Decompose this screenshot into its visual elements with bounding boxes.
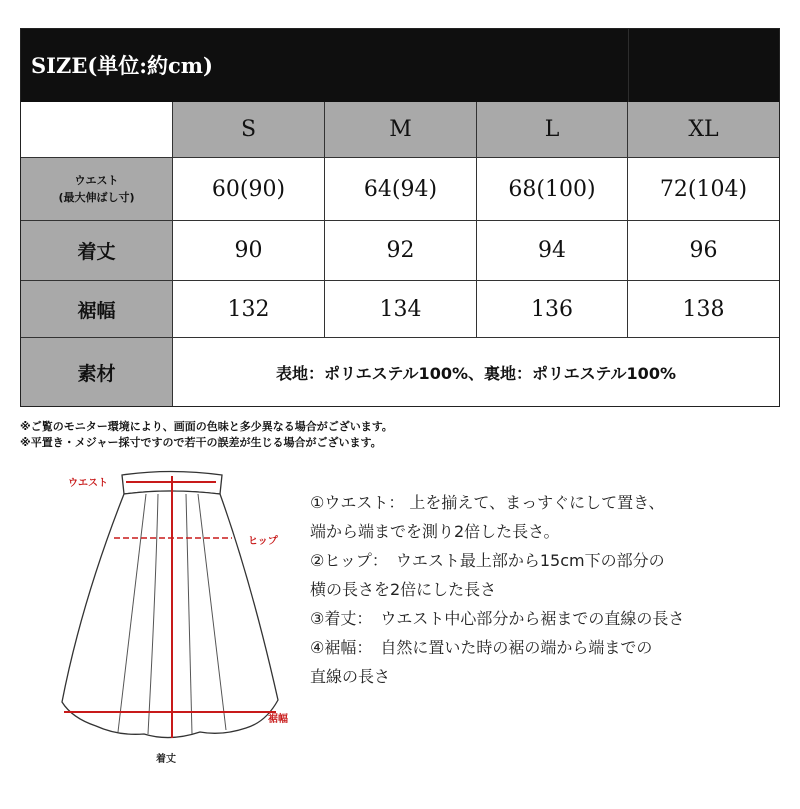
desc-hem-line2: 直線の長さ <box>310 667 391 686</box>
desc-hip-line1: ②ヒップ： ウエスト最上部から15cm下の部分の <box>310 551 665 570</box>
row-label-material: 素材 <box>21 338 173 406</box>
table-title-bar <box>21 29 779 102</box>
note-color-disclaimer: ※ご覧のモニター環境により、画面の色味と多少異なる場合がございます。 <box>20 420 393 433</box>
waist-label-line2: (最大伸ばし寸) <box>58 191 135 204</box>
waist-label-line1: ウエスト <box>74 174 119 187</box>
hem-s: 132 <box>173 281 325 338</box>
length-l: 94 <box>477 221 628 281</box>
hip-label: ヒップ <box>248 536 278 547</box>
waist-m: 64(94) <box>325 158 477 221</box>
row-label-waist <box>21 158 173 221</box>
length-m: 92 <box>325 221 477 281</box>
size-header-xl: XL <box>628 102 779 158</box>
hem-m: 134 <box>325 281 477 338</box>
table-title: SIZE(単位:約cm) <box>31 53 213 78</box>
desc-length: ③着丈： ウエスト中心部分から裾までの直線の長さ <box>310 609 685 628</box>
length-xl: 96 <box>628 221 779 281</box>
size-header-s: S <box>173 102 325 158</box>
row-label-length: 着丈 <box>21 221 173 281</box>
length-label: 着丈 <box>156 754 176 765</box>
hem-width-label: 裾幅 <box>268 714 288 725</box>
size-table <box>20 28 780 407</box>
desc-hip-line2: 横の長さを2倍にした長さ <box>310 580 497 599</box>
desc-hem-line1: ④裾幅： 自然に置いた時の裾の端から端までの <box>310 638 653 657</box>
title-divider <box>628 29 629 102</box>
size-header-m: M <box>325 102 477 158</box>
material-value: 表地：ポリエステル100%、裏地：ポリエステル100% <box>173 338 779 406</box>
row-label-hem: 裾幅 <box>21 281 173 338</box>
skirt-measurement-diagram <box>40 460 302 780</box>
desc-waist-line1: ①ウエスト： 上を揃えて、まっすぐにして置き、 <box>310 493 665 512</box>
waist-l: 68(100) <box>477 158 628 221</box>
waist-s: 60(90) <box>173 158 325 221</box>
desc-waist-line2: 端から端までを測り2倍した長さ。 <box>310 522 560 541</box>
note-measure-disclaimer: ※平置き・メジャー採寸ですので若干の誤差が生じる場合がございます。 <box>20 436 382 449</box>
hem-xl: 138 <box>628 281 779 338</box>
header-corner-cell <box>21 102 173 158</box>
size-header-l: L <box>477 102 628 158</box>
hem-l: 136 <box>477 281 628 338</box>
waist-xl: 72(104) <box>628 158 779 221</box>
waist-label: ウエスト <box>68 478 108 489</box>
length-s: 90 <box>173 221 325 281</box>
skirt-illustration <box>40 460 302 780</box>
